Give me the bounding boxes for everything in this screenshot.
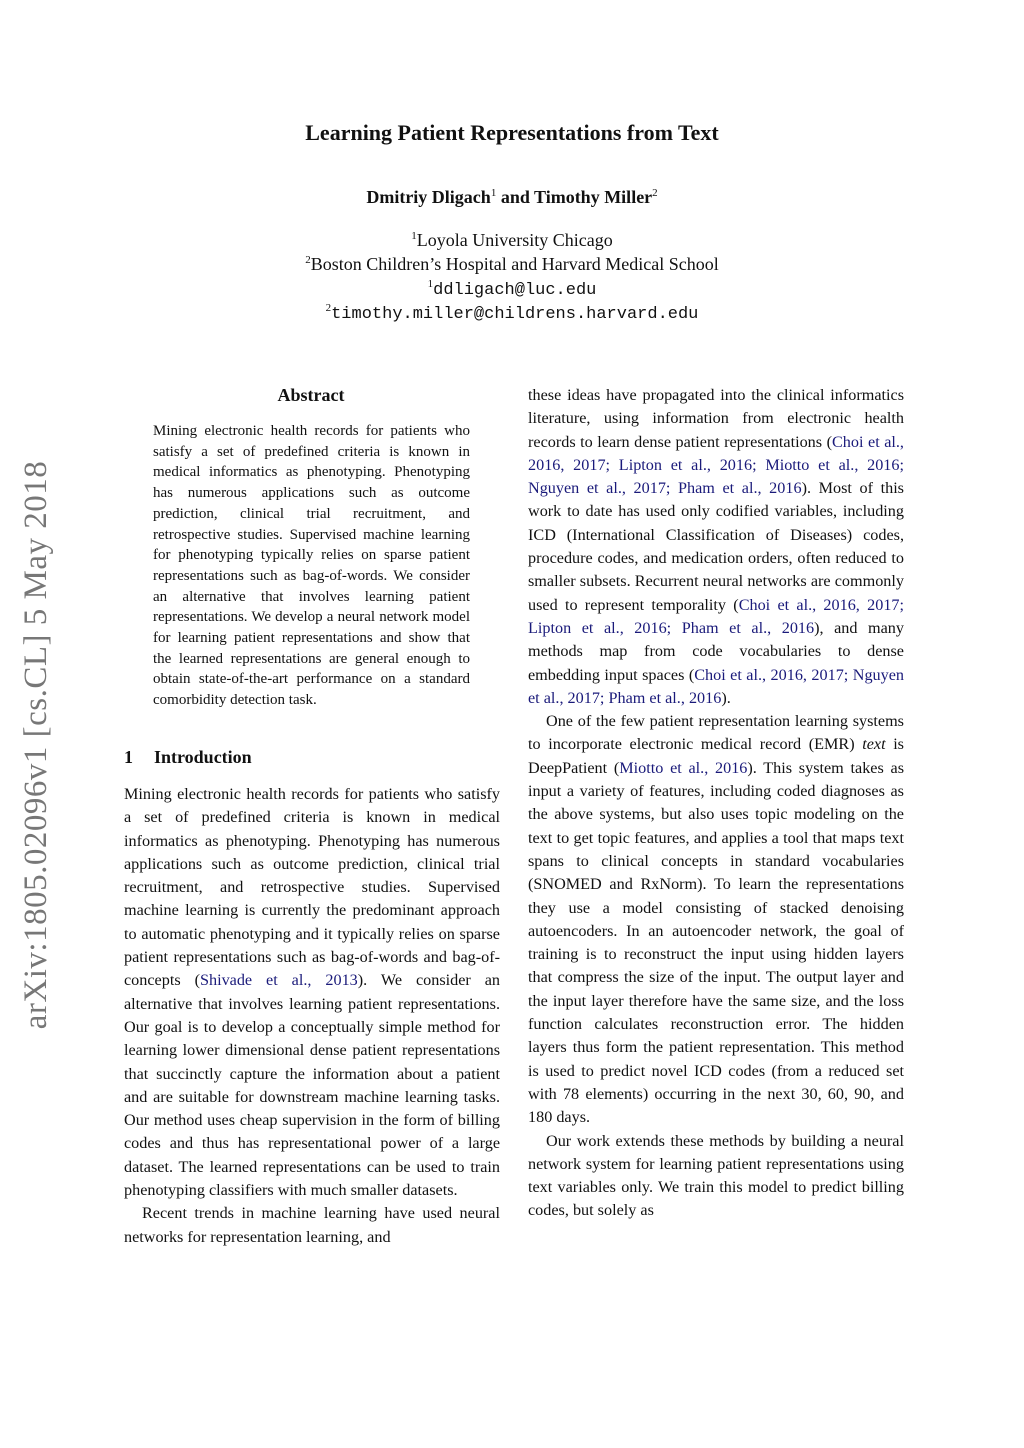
paragraph: Recent trends in machine learning have used neural networks for representation learning, and: [124, 1204, 500, 1246]
citation-link[interactable]: Choi et al., 2016, 2017; Lipton et al., 2016; Pham et al., 2016: [528, 595, 904, 637]
author-conjunction: and: [496, 187, 535, 207]
email-address: ddligach@luc.edu: [433, 281, 597, 300]
section-number: 1: [124, 747, 133, 767]
paragraph: [124, 783, 500, 1202]
paragraph-text: ). This system takes as input a variety of features, including coded diagnoses as the above systems, but also uses topic modeling on the text to get topic features, and applies a tool that maps text spans to clinical concepts in standard vocabularies (SNOMED and RxNorm). To learn the representations they use a model consisting of stacked denoising autoencoders. In an autoencoder network, the goal of training is to reconstruct the input using hidden layers that compress the size of the input. The output layer and the input layer therefore have the same size, and the loss function calculates reconstruction error. The hidden layers thus form the patient representation. This method is used to predict novel ICD codes (from a reduced set with 78 elements) occurring in the next 30, 60, 90, and 180 days.: [528, 758, 904, 1127]
affiliation-name: Loyola University Chicago: [416, 230, 613, 250]
paragraph: Our work extends these methods by building a neural network system for learning patient representations using text variables only. We train this model to predict billing codes, but solely as: [528, 1131, 904, 1220]
paragraph-text: ), and many methods map from code vocabularies to dense embedding input spaces (: [528, 618, 904, 684]
emphasis: text: [862, 735, 886, 754]
email-address: timothy.miller@childrens.harvard.edu: [331, 305, 699, 324]
author-name: Dmitriy Dligach: [366, 187, 491, 207]
paragraph: [528, 710, 904, 1129]
affiliation-mark: 1: [411, 230, 417, 242]
section-heading: [124, 745, 252, 769]
email-mark: 1: [427, 278, 434, 290]
arxiv-identifier: arXiv:1805.02096v1 [cs.CL] 5 May 2018: [18, 460, 54, 1030]
citation-link[interactable]: Choi et al., 2016, 2017; Lipton et al., 2016; Miotto et al., 2016; Nguyen et al., 2017; Pham et al., 2016: [528, 432, 904, 498]
author-line: [0, 180, 1024, 210]
paragraph-text: is DeepPatient (: [528, 735, 904, 777]
abstract-heading: Abstract: [277, 385, 345, 405]
email-mark: 2: [325, 302, 332, 314]
paragraph-text: ). We consider an alternative that involves learning patient representations. Our goal is to develop a conceptually simple method for learning lower dimensional dense patient representations that succinctly capture the information about a patient and are suitable for downstream machine learning tasks. Our method uses cheap supervision in the form of billing codes and thus has representational power of a large dataset. The learned representations can be used to train phenotyping classifiers with much smaller datasets.: [124, 971, 500, 1200]
author-name: Timothy Miller: [534, 187, 653, 207]
citation-link[interactable]: Shivade et al., 2013: [199, 971, 358, 990]
left-column: [124, 783, 500, 1249]
paragraph-text: these ideas have propagated into the clinical informatics literature, using information from electronic health records to learn dense patient representations (: [528, 386, 904, 451]
paragraph-text: ). Most of this work to date has used only codified variables, including ICD (International Classification of Diseases) codes, procedure codes, and medication orders, often reduced to smaller subsets. Recurrent neural networks are commonly used to represent temporality (: [528, 479, 904, 614]
citation-link[interactable]: Miotto et al., 2016: [619, 758, 748, 777]
paragraph-text: ).: [721, 688, 731, 707]
abstract-body: Mining electronic health records for patients who satisfy a set of predefined criteria is known in medical informatics as phenotyping. Phenotyping has numerous applications such as outcome prediction, clinical trial recruitment, and retrospective studies. Supervised machine learning for phenotyping typically relies on sparse patient representations such as bag-of-words. We consider an alternative that involves learning patient representations. We develop a neural network model for learning patient representations and show that the learned representations are general enough to obtain state-of-the-art performance on a standard comorbidity detection task.: [153, 423, 470, 709]
section-title: Introduction: [154, 747, 252, 767]
right-column: [528, 384, 904, 1223]
paragraph-text: One of the few patient representation learning systems to incorporate electronic medical record (EMR): [528, 712, 904, 754]
affiliation-name: Boston Children’s Hospital and Harvard Medical School: [310, 254, 719, 274]
email-2: [0, 296, 1024, 327]
paper-title: Learning Patient Representations from Text: [305, 120, 719, 145]
citation-link[interactable]: Choi et al., 2016, 2017; Nguyen et al., 2017; Pham et al., 2016: [528, 665, 904, 707]
paragraph: [528, 384, 904, 710]
affiliation-mark: 2: [305, 254, 311, 266]
paragraph-text: Mining electronic health records for patients who satisfy a set of predefined criteria is known in medical informatics as phenotyping. Phenotyping has numerous applications such as outcome prediction, clinical trial recruitment, and retrospective studies. Supervised machine learning is currently the predominant approach to automatic phenotyping and it typically relies on sparse patient representations such as bag-of-words and bag-of-concepts (: [124, 785, 500, 990]
author-affiliation-mark: 2: [652, 187, 658, 199]
author-affiliation-mark: 1: [490, 187, 497, 199]
